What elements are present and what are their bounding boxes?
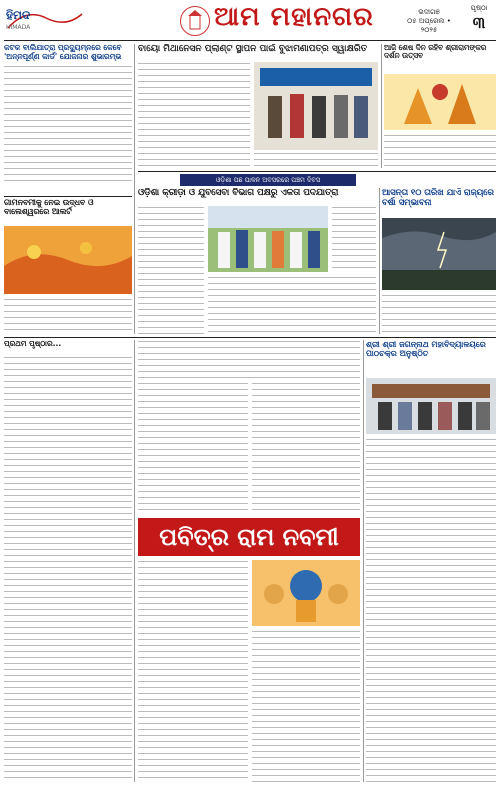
article-body	[4, 356, 132, 782]
article-headline: ଓଡ଼ିଶା କ୍ରୀଡ଼ା ଓ ଯୁବସେବା ବିଭାଗ ପକ୍ଷରୁ ଏକତା ପଦଯାତ୍ରା	[138, 188, 339, 198]
article-unity-march	[138, 188, 376, 202]
article-body	[332, 206, 376, 272]
article-headline: ଆସନ୍ତା ୧୦ ତାରିଖ ଯାଏଁ ରାଜ୍ୟରେ ବର୍ଷା ସମ୍ଭାବନା	[382, 188, 494, 207]
column-rule	[381, 44, 382, 168]
mou-signing-photo	[254, 62, 378, 150]
article-annapurna	[4, 44, 132, 194]
divider	[138, 171, 496, 172]
ram-photo-icon	[252, 560, 360, 626]
article-headline: ଆଜି ଶେଷ ଦିନ ରହିବ ଶ୍ରୀରାମଙ୍କର ଦର୍ଶନ ଉତ୍ସବ	[384, 44, 487, 61]
issue-city: ଭଦୀଗଞ	[418, 8, 440, 16]
logo-subtitle: HIMADA	[6, 24, 31, 31]
page-label: ପୃଷ୍ଠା	[470, 4, 488, 12]
article-seminar	[366, 340, 496, 376]
ram-navami-banner: ପବିତ୍ର ରାମ ନବମୀ	[138, 518, 360, 556]
article-headline: କଟକ ବାଲିଯାତ୍ରା ପ୍ରଦ୍ୟୁମ୍ନରେ କେବେ 'ଅନ୍ନପୂର୍ଣ୍ଣ କାର୍ଡ' ଯୋଜନାର ଶୁଭାରମ୍ଭ	[4, 44, 122, 61]
article-alert	[4, 199, 132, 225]
temple-photo-icon	[384, 74, 496, 130]
masthead-title: ଆମ ମହାନଗର	[214, 2, 374, 32]
article-body	[138, 206, 204, 334]
article-body	[384, 134, 496, 168]
divider	[4, 196, 132, 197]
article-darshan	[384, 44, 496, 72]
city-emblem-icon	[180, 6, 210, 36]
article-headline: ଗାମନବମୀକୁ ନେଇ ଉଦ୍ଧବ ଓ ବାଲେଶ୍ୱରରେ ଆଲର୍ଟ	[4, 199, 94, 216]
photo-caption	[254, 152, 378, 168]
article-body	[252, 382, 360, 512]
seminar-photo	[366, 378, 496, 434]
article-headline: ପ୍ରଥମ ପୃଷ୍ଠାର...	[4, 340, 62, 348]
article-body	[382, 294, 496, 334]
column-rule	[134, 340, 135, 782]
article-biomethanation	[138, 44, 378, 58]
page-number	[464, 4, 494, 33]
article-body	[208, 276, 376, 334]
section-band: ଓଡ଼ିଶା ପଛ ପାଳନ ଅବସରରେ ପଞ୍ଚମ ଦିବସ	[180, 174, 356, 186]
logo-text: ହିମଦ	[6, 8, 31, 22]
crowd-photo-icon	[4, 226, 132, 294]
article-rain	[382, 188, 496, 216]
crowd-photo	[4, 226, 132, 294]
article-body	[138, 382, 248, 512]
column-rule	[134, 44, 135, 334]
column-rule	[379, 188, 380, 334]
article-body	[138, 62, 250, 168]
article-body	[4, 65, 132, 183]
page-number-value: ୩	[472, 13, 486, 32]
article-headline: ଶ୍ରୀ ଶ୍ରୀ ଜଗନ୍ନାଥ ମହାବିଦ୍ୟାଳୟରେ ପାଠଚକ୍ର ଅନୁଷ୍ଠିତ	[366, 340, 486, 359]
divider	[4, 337, 496, 338]
article-body	[366, 438, 496, 782]
temple-photo	[384, 74, 496, 130]
mou-photo-icon	[254, 62, 378, 150]
storm-photo	[382, 218, 496, 290]
column-rule	[363, 340, 364, 782]
header-rule	[4, 40, 496, 41]
march-photo	[208, 206, 328, 272]
issue-date	[398, 8, 460, 35]
article-body	[138, 560, 248, 782]
article-body	[4, 298, 132, 334]
article-body	[252, 630, 360, 782]
issue-date-text: ୦୫ ଅପ୍ରେଲ • ୨୦୨୫	[407, 17, 451, 34]
storm-photo-icon	[382, 218, 496, 290]
article-headline: ବାୟୋ ମିଥାନେସନ ପ୍ଲାଣ୍ଟ ସ୍ଥାପନ ପାଇଁ ବୁଝାମଣାପତ୍ର ସ୍ୱାକ୍ଷରିତ	[138, 44, 368, 54]
article-continued	[4, 340, 132, 354]
march-photo-icon	[208, 206, 328, 272]
ram-photo	[252, 560, 360, 626]
seminar-photo-icon	[366, 378, 496, 434]
masthead-bar	[0, 0, 500, 40]
article-body	[138, 340, 360, 378]
